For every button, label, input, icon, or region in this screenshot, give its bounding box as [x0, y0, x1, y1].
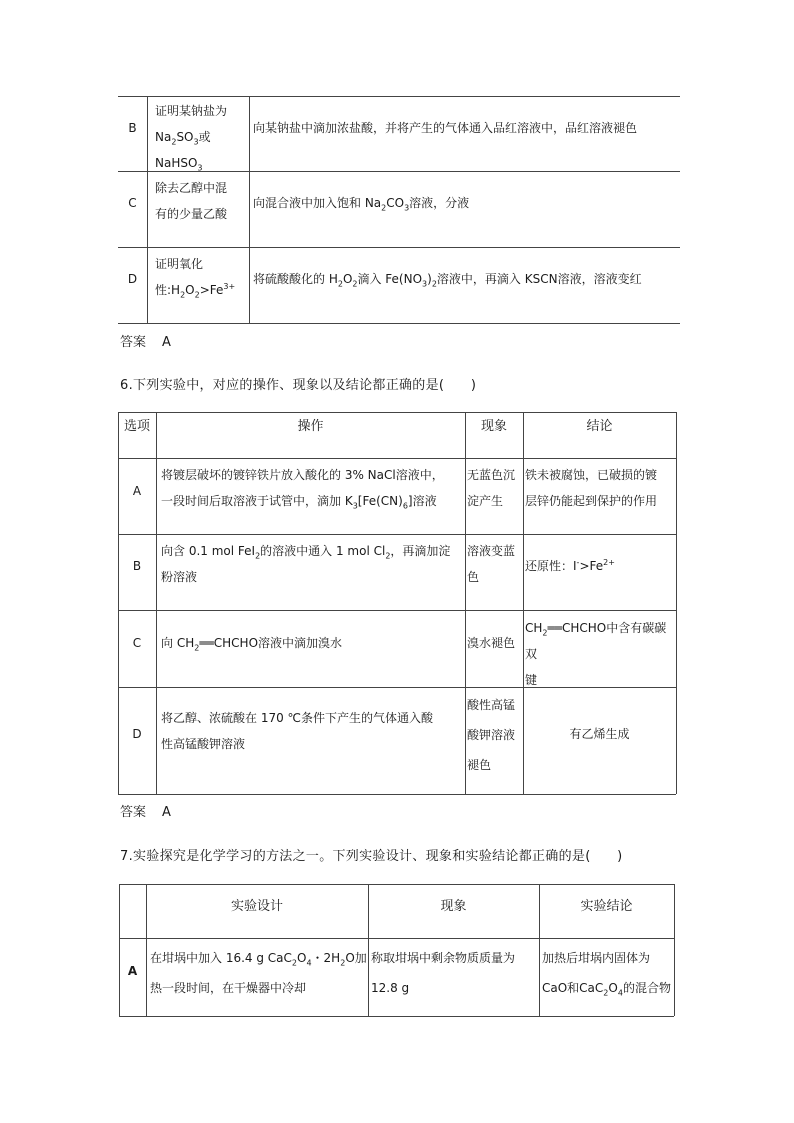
goal-line: 除去乙醇中混 [155, 181, 228, 195]
operation-line: 性高锰酸钾溶液 [161, 737, 246, 751]
table-cell-design [150, 943, 368, 1003]
answer [120, 801, 171, 820]
table-cell-conclusion: 有乙烯生成 [569, 727, 630, 741]
conclusion-line: 层锌仍能起到保护的作用 [525, 494, 658, 508]
question-6: 6.下列实验中，对应的操作、现象以及结论都正确的是( ) [120, 378, 477, 393]
operation-line: 向含 0.1 mol FeI$_2$的溶液中通入 1 mol $Cl_2$，再滴加淀 [161, 544, 451, 561]
table-cell-option: B [132, 559, 142, 573]
answer-value: A [162, 805, 171, 820]
table-cell-option: D [127, 272, 138, 286]
header-phenomenon: 现象 [480, 419, 507, 434]
answer-label: 答案 [120, 335, 147, 350]
goal-line: $Na_2SO_3$或NaHSO$_3$ [155, 130, 211, 173]
answer-value: A [162, 335, 171, 350]
table-cell-operation: 向混合液中加入饱和 $Na_2CO_3$溶液，分液 [253, 196, 470, 213]
goal-line: 证明氧化 [155, 257, 204, 271]
conclusion-line: CaO和$CaC_2O_4$的混合物 [542, 981, 671, 998]
table-cell-conclusion: 还原性：$I^->Fe^{2+}$ [525, 558, 615, 573]
header-phenomenon: 现象 [440, 899, 467, 914]
operation-line: 粉溶液 [161, 570, 198, 584]
table-cell-option: B [128, 121, 137, 135]
phenomenon-line: 溶液变蓝 [467, 544, 516, 558]
table-cell-phenomenon [371, 943, 539, 1003]
table-cell-phenomenon [467, 462, 523, 514]
phenomenon-line: 酸钾溶液 [467, 728, 516, 742]
table-cell-phenomenon: 溴水褪色 [467, 636, 516, 650]
header-conclusion: 实验结论 [580, 899, 633, 914]
table-cell-phenomenon [467, 690, 523, 780]
conclusion-line: 铁未被腐蚀，已破损的镀 [525, 468, 658, 482]
answer-label: 答案 [120, 805, 147, 820]
table-cell-operation: 向某钠盐中滴加浓盐酸，并将产生的气体通入品红溶液中，品红溶液褪色 [253, 121, 638, 135]
header-design: 实验设计 [230, 899, 283, 914]
goal-line: 证明某钠盐为 [155, 104, 228, 118]
table-cell-option: D [132, 727, 142, 741]
table-cell-option: A [132, 484, 142, 498]
phenomenon-line: 无蓝色沉 [467, 468, 516, 482]
table-cell-conclusion [542, 943, 674, 1003]
header-operation: 操作 [297, 419, 324, 434]
table-cell-goal [155, 175, 249, 227]
phenomenon-line: 褪色 [467, 758, 492, 772]
table-cell-option: A [127, 964, 138, 978]
table-cell-option: C [132, 636, 142, 650]
header-conclusion: 结论 [586, 419, 613, 434]
table-cell-phenomenon [467, 538, 523, 590]
table-cell-option: C [128, 196, 137, 210]
table-cell-operation: 将硫酸酸化的 $H_2O_2$滴入 $Fe(NO_3)_2$溶液中，再滴入 KSCN溶液，溶液变红 [253, 272, 642, 289]
phenomenon-line: 12.8 g [371, 981, 410, 995]
phenomenon-line: 称取坩埚中剩余物质质量为 [371, 951, 516, 965]
conclusion-line: 键 [525, 673, 538, 687]
table-cell-goal [155, 251, 249, 303]
operation-line: 一段时间后取溶液于试管中，滴加 $K_3[Fe(CN)_6]$溶液 [161, 494, 437, 511]
header-option: 选项 [123, 419, 150, 434]
conclusion-line: 加热后坩埚内固体为 [542, 951, 651, 965]
table-cell-operation [161, 462, 463, 514]
table-cell-conclusion [525, 462, 675, 514]
phenomenon-line: 淀产生 [467, 494, 504, 508]
goal-line: 有的少量乙酸 [155, 207, 228, 221]
table-cell-conclusion [525, 615, 675, 693]
operation-line: 将镀层破坏的镀锌铁片放入酸化的 3% NaCl溶液中， [161, 468, 444, 482]
conclusion-line: $CH_2══CHCHO$中含有碳碳双 [525, 621, 667, 661]
phenomenon-line: 酸性高锰 [467, 698, 516, 712]
table-cell-operation [161, 538, 463, 590]
answer [120, 331, 171, 350]
operation-line: 将乙醇、浓硫酸在 170 ℃条件下产生的气体通入酸 [161, 711, 434, 725]
question-7: 7.实验探究是化学学习的方法之一。下列实验设计、现象和实验结论都正确的是( ) [120, 849, 623, 864]
design-line: 在坩埚中加入 16.4 g $CaC_2O_4$・$2H_2O$加 [150, 951, 367, 968]
table-cell-operation [161, 705, 463, 757]
goal-line: 性$:H_2O_2>Fe^{3+}$ [155, 282, 236, 300]
table-cell-operation: 向 $CH_2══CHCHO$溶液中滴加溴水 [161, 636, 343, 653]
table-cell-goal [155, 98, 249, 176]
design-line: 热一段时间，在干燥器中冷却 [150, 981, 307, 995]
phenomenon-line: 色 [467, 570, 480, 584]
